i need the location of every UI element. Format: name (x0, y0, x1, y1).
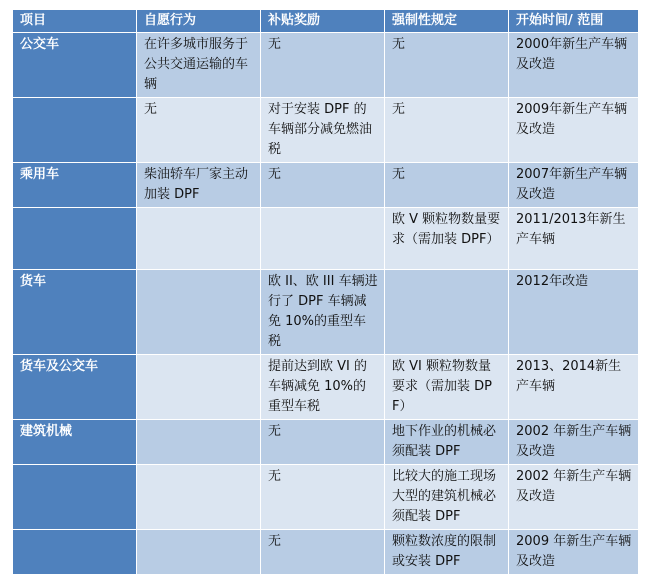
table-row (13, 355, 639, 420)
mandatory-cell: 无 (385, 33, 509, 98)
category-cell (13, 530, 137, 575)
voluntary-cell: 无 (137, 98, 261, 163)
start-cell: 2013、2014新生产车辆 (509, 355, 639, 420)
start-cell: 2002 年新生产车辆及改造 (509, 465, 639, 530)
category-cell: 乘用车 (13, 163, 137, 208)
category-cell (13, 465, 137, 530)
table-row (13, 208, 639, 270)
start-cell: 2009年新生产车辆及改造 (509, 98, 639, 163)
table-row (13, 465, 639, 530)
start-cell: 2007年新生产车辆及改造 (509, 163, 639, 208)
category-cell: 公交车 (13, 33, 137, 98)
subsidy-cell: 无 (261, 420, 385, 465)
mandatory-cell: 欧 V 颗粒物数量要求（需加装 DPF） (385, 208, 509, 270)
table-row (13, 420, 639, 465)
voluntary-cell (137, 355, 261, 420)
voluntary-cell (137, 208, 261, 270)
voluntary-cell: 在许多城市服务于公共交通运输的车辆 (137, 33, 261, 98)
header-subsidy: 补贴奖励 (261, 10, 385, 33)
header-mandatory: 强制性规定 (385, 10, 509, 33)
voluntary-cell (137, 270, 261, 355)
subsidy-cell: 无 (261, 33, 385, 98)
table-row (13, 163, 639, 208)
header-voluntary: 自愿行为 (137, 10, 261, 33)
subsidy-cell: 无 (261, 163, 385, 208)
category-cell: 货车及公交车 (13, 355, 137, 420)
header-project: 项目 (13, 10, 137, 33)
voluntary-cell (137, 420, 261, 465)
mandatory-cell (385, 270, 509, 355)
mandatory-cell: 欧 VI 颗粒物数量要求（需加装 DPF） (385, 355, 509, 420)
dpf-policy-table (12, 9, 639, 575)
subsidy-cell: 无 (261, 465, 385, 530)
start-cell: 2011/2013年新生产车辆 (509, 208, 639, 270)
table-row (13, 33, 639, 98)
voluntary-cell: 柴油轿车厂家主动加装 DPF (137, 163, 261, 208)
voluntary-cell (137, 530, 261, 575)
subsidy-cell: 欧 II、欧 III 车辆进行了 DPF 车辆减免 10%的重型车税 (261, 270, 385, 355)
mandatory-cell: 地下作业的机械必须配装 DPF (385, 420, 509, 465)
table-row (13, 530, 639, 575)
mandatory-cell: 无 (385, 98, 509, 163)
mandatory-cell: 比较大的施工现场大型的建筑机械必须配装 DPF (385, 465, 509, 530)
header-row (13, 10, 639, 33)
category-cell: 货车 (13, 270, 137, 355)
subsidy-cell: 提前达到欧 VI 的车辆减免 10%的重型车税 (261, 355, 385, 420)
start-cell: 2009 年新生产车辆及改造 (509, 530, 639, 575)
subsidy-cell: 无 (261, 530, 385, 575)
start-cell: 2002 年新生产车辆及改造 (509, 420, 639, 465)
category-cell (13, 98, 137, 163)
header-start: 开始时间/ 范围 (509, 10, 639, 33)
category-cell (13, 208, 137, 270)
subsidy-cell (261, 208, 385, 270)
category-cell: 建筑机械 (13, 420, 137, 465)
subsidy-cell: 对于安装 DPF 的车辆部分减免燃油税 (261, 98, 385, 163)
voluntary-cell (137, 465, 261, 530)
start-cell: 2012年改造 (509, 270, 639, 355)
mandatory-cell: 无 (385, 163, 509, 208)
start-cell: 2000年新生产车辆及改造 (509, 33, 639, 98)
table-row (13, 270, 639, 355)
mandatory-cell: 颗粒数浓度的限制或安装 DPF (385, 530, 509, 575)
table-row (13, 98, 639, 163)
